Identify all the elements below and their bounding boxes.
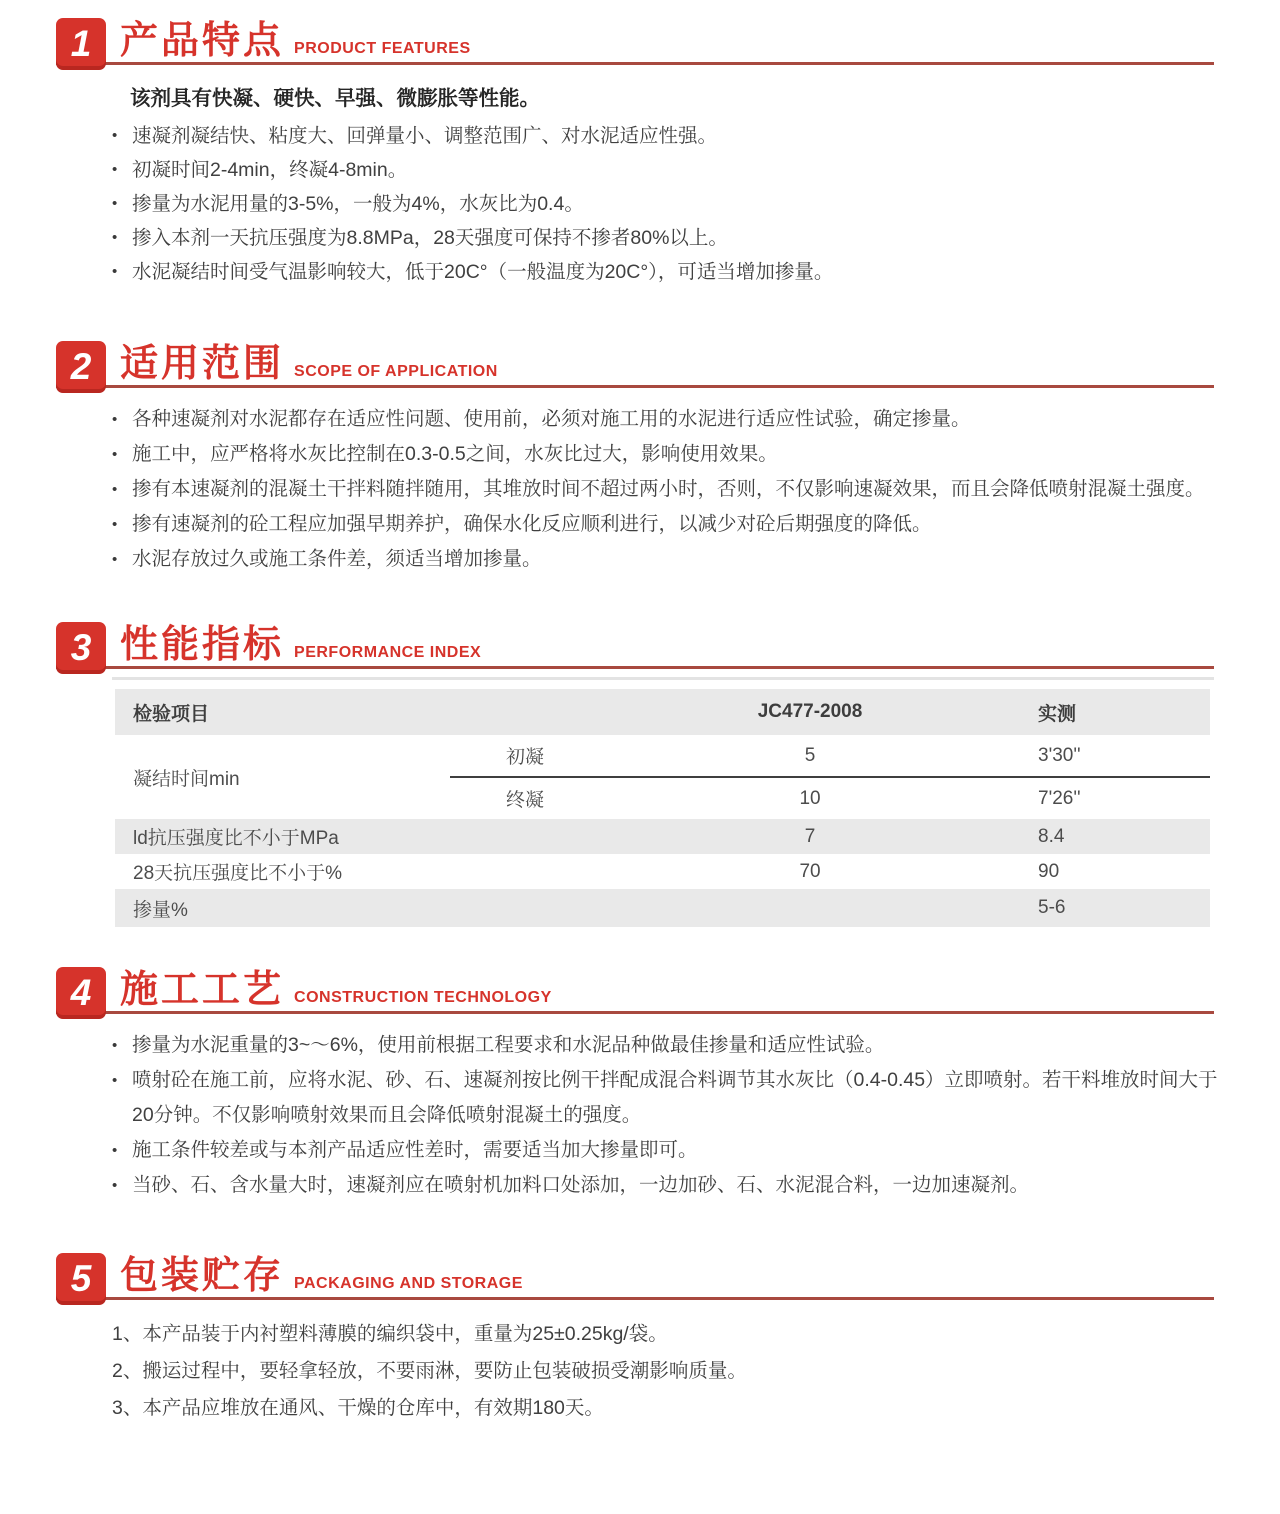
table-cell-item: 28天抗压强度比不小于% (133, 863, 343, 884)
list-item: • 掺量为水泥用量的3-5%，一般为4%，水灰比为0.4。 (112, 187, 1220, 221)
section-header (56, 622, 1214, 669)
list-item: • 掺有本速凝剂的混凝土干拌料随拌随用，其堆放时间不超过两小时，否则，不仅影响速凝效果，而且会降低喷射混凝土强度。 (112, 472, 1220, 507)
section-header (56, 1253, 1214, 1300)
scope-list (0, 402, 1280, 577)
section-construction-technology (0, 967, 1280, 1203)
section-title-en: PERFORMANCE INDEX (294, 644, 482, 661)
list-item: • 当砂、石、含水量大时，速凝剂应在喷射机加料口处添加，一边加砂、石、水泥混合料，一边加速凝剂。 (112, 1168, 1220, 1203)
table-row (115, 735, 1210, 777)
section-number-badge: 3 (56, 622, 106, 674)
list-item: • 各种速凝剂对水泥都存在适应性问题、使用前，必须对施工用的水泥进行适应性试验，确定掺量。 (112, 402, 1220, 437)
table-cell-item: 凝结时间min (133, 768, 240, 790)
section-title-zh: 包装贮存 (120, 1255, 285, 1297)
table-header-row (115, 689, 1210, 735)
table-header-cell: 实测 (1038, 703, 1077, 725)
bullet-icon: • (112, 446, 118, 463)
bullet-icon: • (112, 1037, 118, 1054)
bullet-icon: • (112, 263, 118, 280)
section-title-zh: 性能指标 (120, 624, 285, 666)
section-product-features (0, 18, 1280, 289)
list-item: • 速凝剂凝结快、粘度大、回弹量小、调整范围广、对水泥适应性强。 (112, 119, 1220, 153)
table-cell-measured: 90 (1038, 860, 1060, 882)
section-header (56, 18, 1214, 65)
section-header (56, 967, 1214, 1014)
table-cell-measured: 8.4 (1038, 825, 1065, 847)
bullet-icon: • (112, 195, 118, 212)
section-scope-of-application (0, 341, 1280, 577)
list-item: • 掺入本剂一天抗压强度为8.8MPa，28天强度可保持不掺者80%以上。 (112, 221, 1220, 255)
bullet-icon: • (112, 229, 118, 246)
section-title-zh: 施工工艺 (120, 969, 285, 1011)
packaging-list (112, 1316, 1280, 1427)
section-performance-index (0, 622, 1280, 927)
section-number-badge: 4 (56, 967, 106, 1019)
table-cell-sub: 初凝 (506, 747, 545, 768)
feature-list (0, 119, 1280, 289)
table-cell-standard: 7 (804, 825, 816, 847)
section-title-en: CONSTRUCTION TECHNOLOGY (294, 989, 552, 1006)
bullet-icon: • (112, 481, 118, 498)
performance-table (115, 689, 1210, 927)
table-row (115, 889, 1210, 927)
bullet-icon: • (112, 1072, 118, 1089)
list-item: • 喷射砼在施工前，应将水泥、砂、石、速凝剂按比例干拌配成混合料调节其水灰比（0.4-0.45）立即喷射。若干料堆放时间大于20分钟。不仅影响喷射效果而且会降低喷射混凝土的强度。 (112, 1063, 1220, 1133)
bullet-icon: • (112, 127, 118, 144)
list-item: • 施工中，应严格将水灰比控制在0.3-0.5之间，水灰比过大，影响使用效果。 (112, 437, 1220, 472)
bullet-icon: • (112, 161, 118, 178)
construction-list (0, 1028, 1280, 1203)
table-cell-item: 掺量% (133, 899, 188, 921)
table-cell-sub: 终凝 (450, 777, 600, 819)
list-item: • 施工条件较差或与本剂产品适应性差时，需要适当加大掺量即可。 (112, 1133, 1220, 1168)
intro-line: 该剂具有快凝、硬快、早强、微膨胀等性能。 (130, 87, 540, 110)
section-title-en: SCOPE OF APPLICATION (294, 363, 498, 380)
table-cell-measured: 3'30'' (1038, 744, 1081, 766)
section-packaging-and-storage (0, 1253, 1280, 1427)
section-title-zh: 适用范围 (120, 343, 285, 385)
bullet-icon: • (112, 551, 118, 568)
section-number-badge: 2 (56, 341, 106, 393)
bullet-icon: • (112, 1177, 118, 1194)
table-header-cell: 检验项目 (133, 703, 210, 725)
bullet-icon: • (112, 411, 118, 428)
table-cell-standard: 10 (600, 777, 1020, 819)
list-item: • 掺量为水泥重量的3~～6%，使用前根据工程要求和水泥品种做最佳掺量和适应性试验。 (112, 1028, 1220, 1063)
table-cell-standard: 5 (804, 744, 816, 766)
table-cell-standard: 70 (799, 860, 821, 882)
list-item: • 掺有速凝剂的砼工程应加强早期养护，确保水化反应顺利进行，以减少对砼后期强度的降低。 (112, 507, 1220, 542)
table-row (115, 819, 1210, 854)
list-item: 1、本产品装于内衬塑料薄膜的编织袋中，重量为25±0.25kg/袋。 (112, 1323, 668, 1345)
table-top-rule (112, 677, 1214, 680)
section-number-badge: 1 (56, 18, 106, 70)
list-item: • 初凝时间2-4min，终凝4-8min。 (112, 153, 1220, 187)
section-title-en: PRODUCT FEATURES (294, 40, 471, 57)
list-item: 2、搬运过程中，要轻拿轻放，不要雨淋，要防止包装破损受潮影响质量。 (112, 1360, 747, 1382)
section-header (56, 341, 1214, 388)
section-title-zh: 产品特点 (120, 20, 285, 62)
section-number-badge: 5 (56, 1253, 106, 1305)
section-title-en: PACKAGING AND STORAGE (294, 1275, 523, 1292)
bullet-icon: • (112, 1142, 118, 1159)
table-cell-measured: 5-6 (1038, 897, 1066, 918)
bullet-icon: • (112, 516, 118, 533)
table-cell-measured: 7'26'' (1020, 777, 1210, 819)
table-row (115, 854, 1210, 889)
table-cell-item: ld抗压强度比不小于MPa (133, 828, 339, 849)
list-item: • 水泥凝结时间受气温影响较大，低于20C°（一般温度为20C°），可适当增加掺量。 (112, 255, 1220, 289)
list-item: • 水泥存放过久或施工条件差，须适当增加掺量。 (112, 542, 1220, 577)
list-item: 3、本产品应堆放在通风、干燥的仓库中，有效期180天。 (112, 1397, 604, 1419)
table-header-cell: JC477-2008 (757, 701, 863, 722)
table-cell-standard (600, 889, 1020, 927)
